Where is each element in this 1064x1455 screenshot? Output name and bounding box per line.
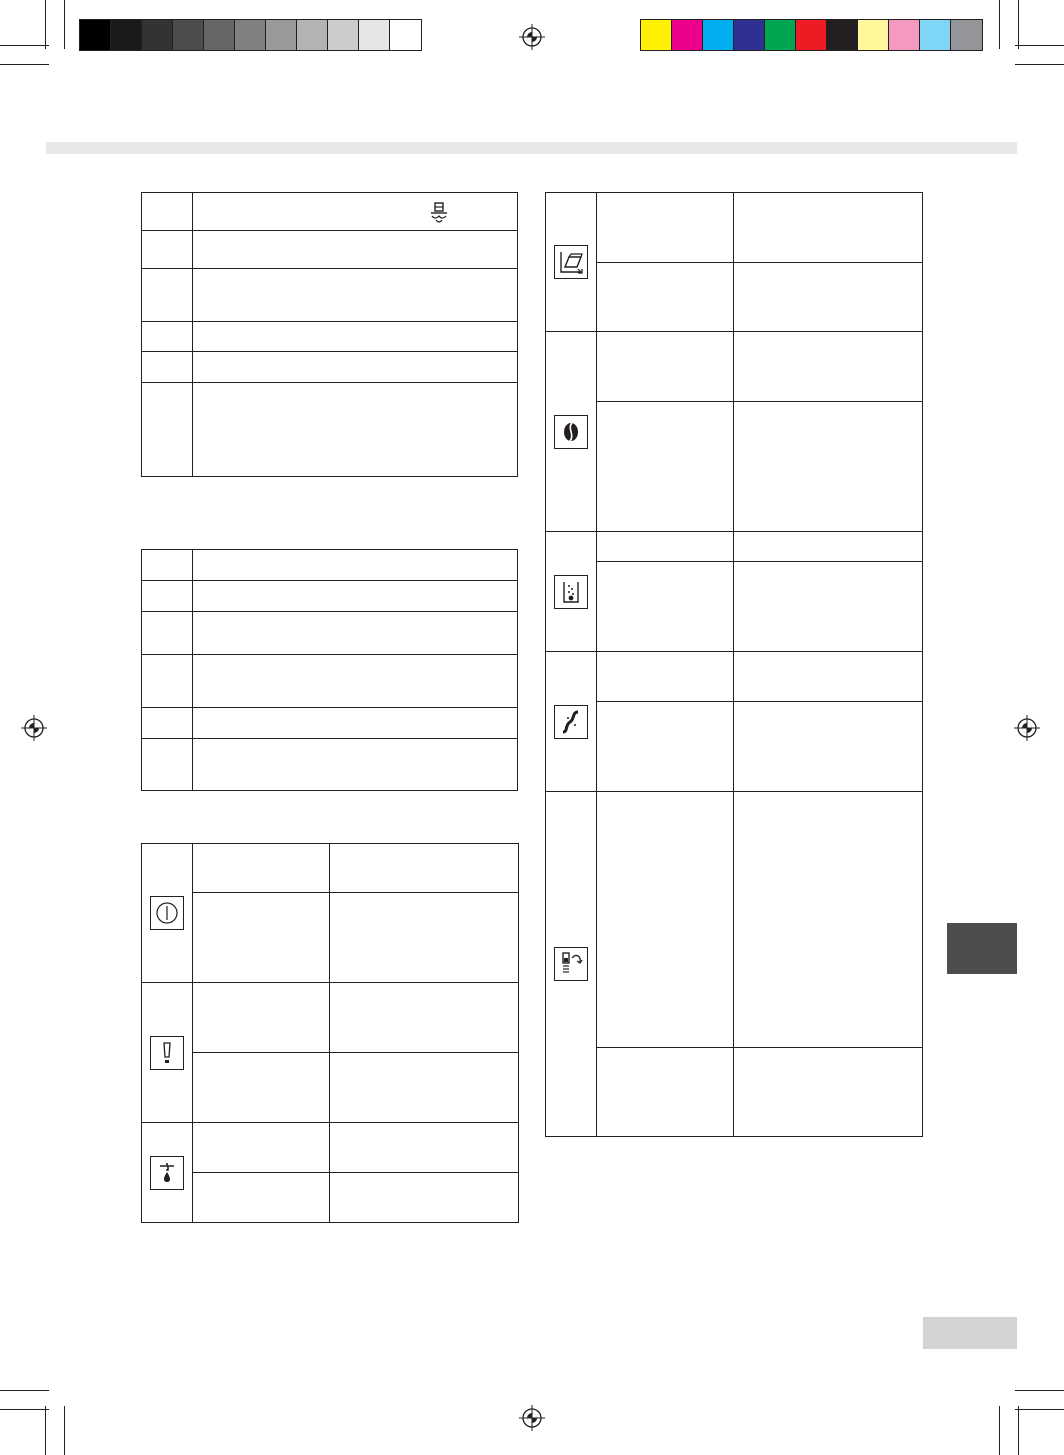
table-row xyxy=(546,792,923,1048)
display-symbols-table-1 xyxy=(141,843,519,1223)
table-row xyxy=(546,702,923,792)
section-tab-marker xyxy=(947,923,1017,974)
table-row xyxy=(546,1048,923,1137)
table-row xyxy=(142,1173,519,1223)
registration-mark-icon xyxy=(519,1405,545,1431)
display-symbols-table-2 xyxy=(545,192,923,1137)
page-number-box xyxy=(923,1317,1017,1349)
color-swatch xyxy=(297,20,328,50)
color-swatch xyxy=(235,20,266,50)
table-row xyxy=(142,352,518,383)
power-icon xyxy=(150,896,184,930)
steam-nozzle-icon xyxy=(428,201,452,225)
table-row xyxy=(142,708,518,739)
color-swatch xyxy=(328,20,359,50)
table-row xyxy=(142,1053,519,1123)
color-swatch xyxy=(951,20,982,50)
color-swatch xyxy=(142,20,173,50)
color-swatch xyxy=(734,20,765,50)
color-swatch-strip xyxy=(640,19,983,51)
color-swatch xyxy=(889,20,920,50)
parts-table-2 xyxy=(141,549,518,791)
descaling-icon xyxy=(554,705,588,739)
parts-table-1 xyxy=(141,192,518,477)
table-row xyxy=(142,655,518,708)
grayscale-swatch-strip xyxy=(79,19,422,51)
table-row xyxy=(142,383,518,477)
color-swatch xyxy=(173,20,204,50)
coffee-bean-icon xyxy=(554,415,588,449)
table-row xyxy=(142,322,518,352)
color-swatch xyxy=(204,20,235,50)
table-row xyxy=(142,612,518,655)
color-swatch xyxy=(858,20,889,50)
grounds-container-icon xyxy=(554,575,588,609)
color-swatch xyxy=(266,20,297,50)
table-row xyxy=(546,193,923,263)
table-row xyxy=(142,550,518,581)
color-swatch xyxy=(765,20,796,50)
color-swatch xyxy=(703,20,734,50)
brew-unit-icon xyxy=(554,947,588,981)
table-row xyxy=(142,844,519,893)
table-row xyxy=(546,263,923,332)
color-swatch xyxy=(111,20,142,50)
color-swatch xyxy=(796,20,827,50)
exclamation-icon xyxy=(150,1036,184,1070)
table-row xyxy=(142,193,518,231)
header-rule xyxy=(46,142,1017,154)
table-row xyxy=(142,983,519,1053)
registration-mark-icon xyxy=(21,715,47,741)
table-row xyxy=(546,402,923,532)
drip-tray-icon xyxy=(554,245,588,279)
color-swatch xyxy=(920,20,951,50)
table-row xyxy=(546,332,923,402)
table-row xyxy=(142,893,519,983)
table-row xyxy=(142,739,518,791)
color-swatch xyxy=(641,20,672,50)
water-tap-icon xyxy=(150,1156,184,1190)
color-swatch xyxy=(672,20,703,50)
color-swatch xyxy=(827,20,858,50)
table-row xyxy=(142,1123,519,1173)
registration-mark-icon xyxy=(1014,715,1040,741)
registration-mark-icon xyxy=(519,24,545,50)
table-row xyxy=(142,231,518,269)
color-swatch xyxy=(390,20,421,50)
table-row xyxy=(546,562,923,652)
table-row xyxy=(142,581,518,612)
table-row xyxy=(546,652,923,702)
color-swatch xyxy=(80,20,111,50)
table-row xyxy=(142,269,518,322)
color-swatch xyxy=(359,20,390,50)
table-row xyxy=(546,532,923,562)
